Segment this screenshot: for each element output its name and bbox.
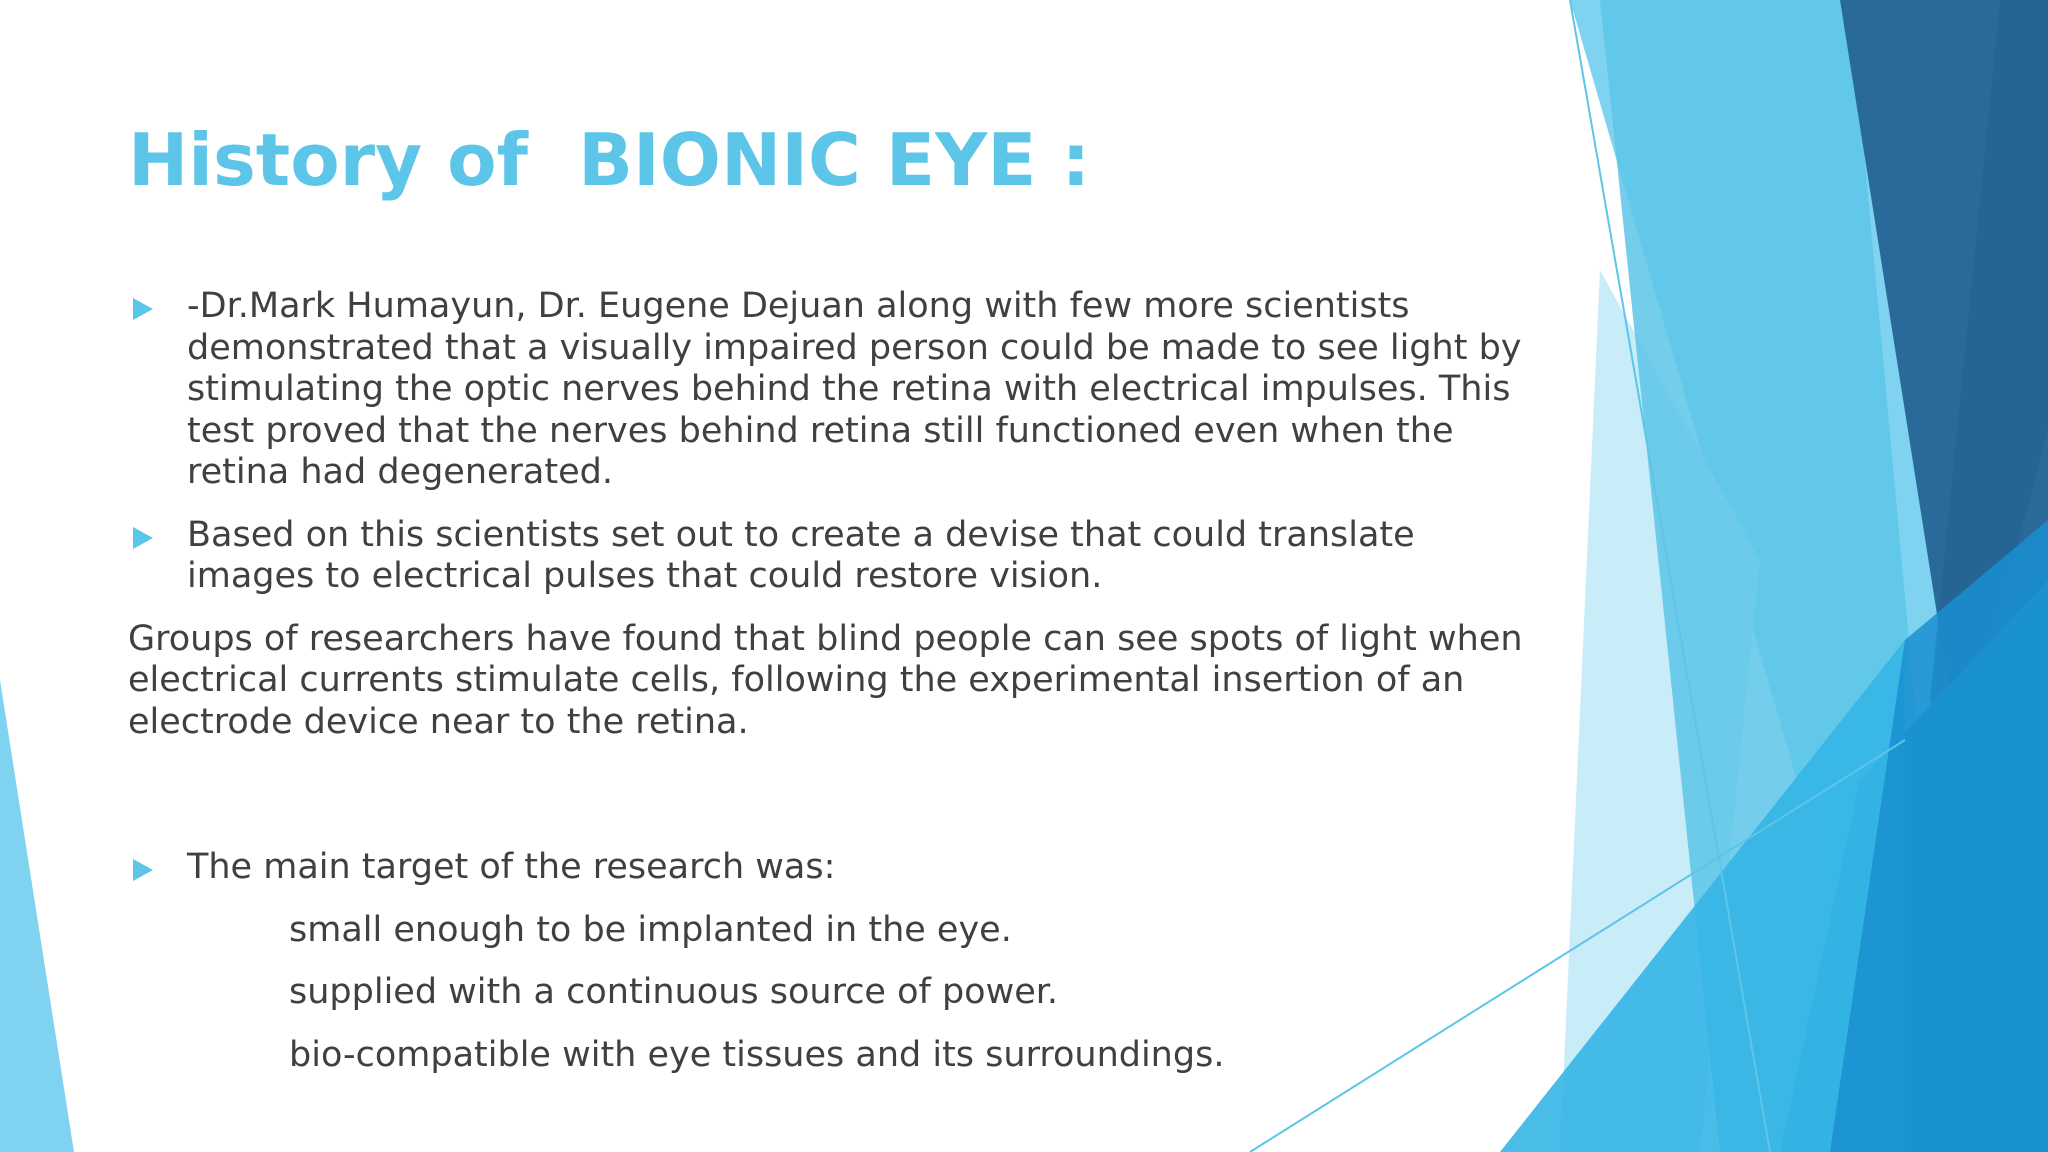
triangle-bullet-icon [133, 298, 153, 320]
bullet-item [128, 515, 1548, 598]
slide-title: History of BIONIC EYE : [128, 118, 1091, 202]
slide-body [128, 286, 1548, 1076]
target-item: bio-compatible with eye tissues and its surroundings. [289, 1034, 1225, 1075]
bullet-item [128, 847, 1548, 889]
bullet-item [128, 286, 1548, 494]
target-item: supplied with a continuous source of power. [289, 972, 1059, 1012]
triangle-bullet-icon [133, 859, 153, 881]
triangle-bullet-icon [133, 527, 153, 549]
bullet-text: Based on this scientists set out to create a devise that could translate images to electrical pulses that could restore vision. [187, 514, 1415, 596]
bullet-text: -Dr.Mark Humayun, Dr. Eugene Dejuan along with few more scientists demonstrated that a visually impaired person could be made to see light by stimulating the optic nerves behind the retina with electrical impulses. This test proved that the nerves behind retina still functioned even when the retina had degenerated. [187, 286, 1522, 492]
paragraph-text: Groups of researchers have found that blind people can see spots of light when electrical currents stimulate cells, following the experimental insertion of an electrode device near to the retina. [128, 618, 1523, 742]
bullet-text: The main target of the research was: [187, 847, 836, 887]
left-accent-shape [0, 680, 74, 1152]
target-item: small enough to be implanted in the eye. [289, 909, 1012, 950]
